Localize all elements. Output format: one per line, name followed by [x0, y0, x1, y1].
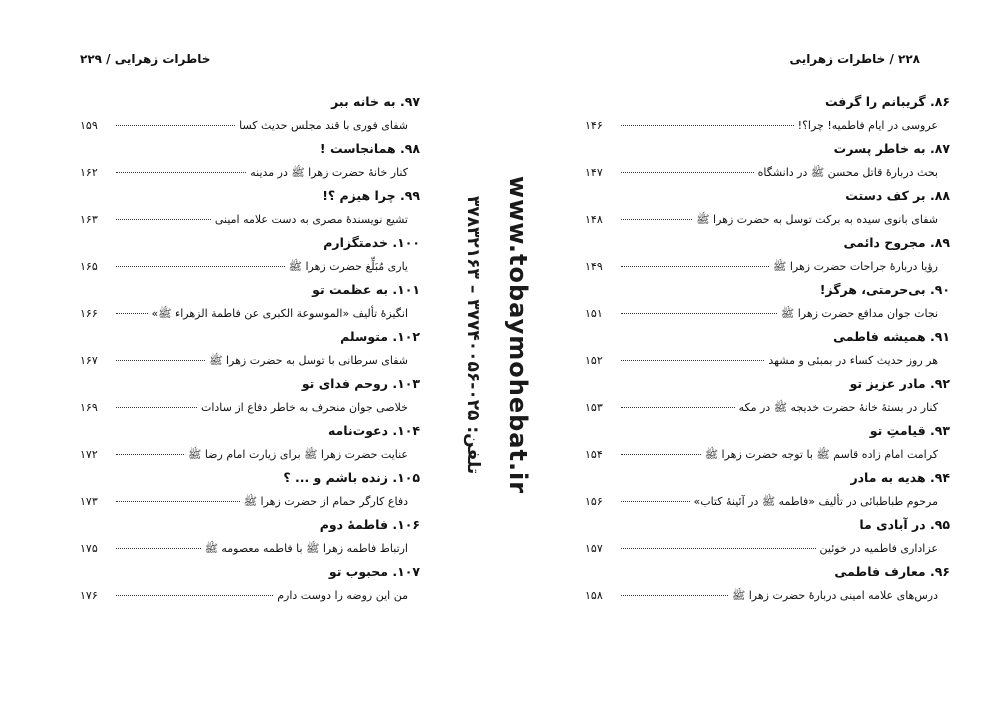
- toc-right: [585, 90, 950, 607]
- toc-page-number: ۱۴۷: [585, 166, 603, 179]
- toc-chapter-title: ۹۵. در آبادی ما: [859, 517, 950, 532]
- right-page: [530, 0, 1000, 707]
- toc-entry: [585, 114, 950, 137]
- running-head-left: خاطرات زهرایی / ۲۲۹: [80, 52, 211, 66]
- dot-leader: [116, 211, 211, 220]
- dot-leader: [621, 587, 728, 596]
- toc-chapter-title: ۱۰۷. محبوب تو: [328, 564, 420, 579]
- watermark-website: www.tobaymohebat.ir: [504, 175, 532, 495]
- toc-chapter-title: ۸۷. به خاطر پسرت: [833, 141, 950, 156]
- toc-entry-text: شفای بانوی سیده به برکت توسل به حضرت زهرا ﷺ: [696, 213, 938, 226]
- dot-leader: [116, 258, 285, 267]
- toc-entry-text: مرحوم طباطبائی در تألیف «فاطمه ﷺ در آئینهٔ کتاب»: [693, 495, 938, 508]
- toc-entry: [80, 255, 420, 278]
- toc-page-number: ۱۷۲: [80, 448, 98, 461]
- toc-page-number: ۱۵۲: [585, 354, 603, 367]
- toc-entry: [80, 443, 420, 466]
- toc-chapter-title: ۸۸. بر کف دستت: [845, 188, 950, 203]
- toc-entry: [585, 537, 950, 560]
- toc-chapter-title: ۱۰۵. زنده باشم و ... ؟: [283, 470, 420, 485]
- toc-entry: [585, 490, 950, 513]
- toc-entry: [585, 349, 950, 372]
- toc-page-number: ۱۵۳: [585, 401, 603, 414]
- dot-leader: [116, 399, 197, 408]
- toc-entry: [80, 302, 420, 325]
- toc-chapter-title: ۱۰۴. دعوت‌نامه: [327, 423, 420, 438]
- toc-entry-text: خلاصی جوان منحرف به خاطر دفاع از سادات: [200, 401, 408, 414]
- toc-entry: [585, 208, 950, 231]
- toc-entry-text: نجات جوان مدافع حضرت زهرا ﷺ: [780, 307, 938, 320]
- toc-chapter-title: ۱۰۱. به عظمت تو: [312, 282, 420, 297]
- toc-entry: [80, 114, 420, 137]
- dot-leader: [621, 211, 692, 220]
- watermark-phone: تلفن: ۰۲۵-۳۷۷۴۰۰۵۶ – ۳۷۸۳۲۱۶۳: [463, 195, 483, 475]
- toc-page-number: ۱۵۱: [585, 307, 603, 320]
- dot-leader: [116, 540, 201, 549]
- toc-left: [80, 90, 420, 607]
- toc-chapter-title: ۹۸. همانجاست !: [319, 141, 420, 156]
- toc-entry: [585, 161, 950, 184]
- toc-page-number: ۱۷۵: [80, 542, 98, 555]
- toc-chapter-title: ۱۰۲. متوسلم: [340, 329, 420, 344]
- toc-page-number: ۱۷۳: [80, 495, 98, 508]
- toc-entry-text: انگیزهٔ تألیف «الموسوعة الکبری عن فاطمة الزهراء ﷺ»: [151, 307, 408, 320]
- toc-entry-text: شفای سرطانی با توسل به حضرت زهرا ﷺ: [209, 354, 408, 367]
- toc-chapter-title: ۹۶. معارف فاطمی: [834, 564, 950, 579]
- toc-entry: [80, 208, 420, 231]
- left-page: [0, 0, 470, 707]
- dot-leader: [621, 540, 816, 549]
- toc-entry-text: عروسی در ایام فاطمیه! چرا؟!: [797, 119, 938, 132]
- dot-leader: [621, 352, 764, 361]
- toc-entry-text: یاری مُبَلِّغ حضرت زهرا ﷺ: [288, 260, 408, 273]
- toc-entry-text: شفای فوری با قند مجلس حدیث کسا: [239, 119, 408, 132]
- toc-page-number: ۱۴۸: [585, 213, 603, 226]
- toc-chapter-title: ۸۶. گریبانم را گرفت: [824, 94, 950, 109]
- toc-chapter-title: ۹۴. هدیه به مادر: [850, 470, 950, 485]
- toc-page-number: ۱۵۹: [80, 119, 98, 132]
- toc-entry: [585, 255, 950, 278]
- toc-entry-text: درس‌های علامه امینی دربارهٔ حضرت زهرا ﷺ: [731, 589, 938, 602]
- toc-chapter-title: ۹۱. همیشه فاطمی: [833, 329, 950, 344]
- toc-page-number: ۱۶۹: [80, 401, 98, 414]
- toc-entry: [585, 584, 950, 607]
- dot-leader: [621, 164, 754, 173]
- toc-page-number: ۱۶۳: [80, 213, 98, 226]
- toc-entry-text: کنار خانهٔ حضرت زهرا ﷺ در مدینه: [250, 166, 408, 179]
- toc-chapter-title: ۱۰۶. فاطمهٔ دوم: [319, 517, 420, 532]
- toc-page-number: ۱۶۶: [80, 307, 98, 320]
- toc-entry: [585, 396, 950, 419]
- toc-page-number: ۱۶۲: [80, 166, 98, 179]
- toc-entry: [80, 537, 420, 560]
- toc-entry: [80, 396, 420, 419]
- toc-chapter-title: ۱۰۰. خدمتگزارم: [323, 235, 420, 250]
- toc-page-number: ۱۴۹: [585, 260, 603, 273]
- toc-chapter-title: ۹۰. بی‌حرمتی، هرگز!: [819, 282, 950, 297]
- toc-chapter-title: ۸۹. مجروح دائمی: [843, 235, 950, 250]
- toc-chapter-title: ۱۰۳. روحم فدای تو: [301, 376, 420, 391]
- dot-leader: [621, 117, 794, 126]
- toc-entry: [80, 584, 420, 607]
- toc-entry-text: بحث دربارهٔ قاتل محسن ﷺ در دانشگاه: [757, 166, 938, 179]
- toc-entry-text: دفاع کارگر حمام از حضرت زهرا ﷺ: [243, 495, 408, 508]
- toc-entry-text: عزاداری فاطمیه در خوئین: [819, 542, 938, 555]
- dot-leader: [116, 117, 235, 126]
- toc-entry-text: هر روز حدیث کساء در بمبئی و مشهد: [768, 354, 938, 367]
- dot-leader: [116, 305, 148, 314]
- toc-chapter-title: ۹۳. قیامتِ تو: [869, 423, 950, 438]
- dot-leader: [116, 352, 205, 361]
- toc-page-number: ۱۴۶: [585, 119, 603, 132]
- toc-page-number: ۱۶۷: [80, 354, 98, 367]
- toc-chapter-title: ۹۲. مادر عزیز تو: [849, 376, 950, 391]
- dot-leader: [621, 305, 777, 314]
- dot-leader: [621, 446, 701, 455]
- toc-page-number: ۱۵۸: [585, 589, 603, 602]
- toc-page-number: ۱۷۶: [80, 589, 98, 602]
- dot-leader: [116, 164, 246, 173]
- toc-entry-text: ارتباط فاطمه زهرا ﷺ با فاطمه معصومه ﷺ: [204, 542, 408, 555]
- toc-entry-text: رؤیا دربارهٔ جراحات حضرت زهرا ﷺ: [773, 260, 938, 273]
- toc-chapter-title: ۹۷. به خانه ببر: [331, 94, 420, 109]
- running-head-right: ۲۲۸ / خاطرات زهرایی: [789, 52, 920, 66]
- publisher-watermark: [410, 165, 580, 505]
- toc-entry: [585, 302, 950, 325]
- toc-entry-text: کنار در بستهٔ خانهٔ حضرت خدیجه ﷺ در مکه: [738, 401, 938, 414]
- dot-leader: [621, 399, 735, 408]
- toc-chapter-title: ۹۹. چرا هیزم ؟!: [322, 188, 420, 203]
- toc-entry-text: عنایت حضرت زهرا ﷺ برای زیارت امام رضا ﷺ: [188, 448, 408, 461]
- toc-page-number: ۱۶۵: [80, 260, 98, 273]
- toc-entry: [585, 443, 950, 466]
- dot-leader: [621, 258, 769, 267]
- toc-entry: [80, 490, 420, 513]
- toc-entry: [80, 349, 420, 372]
- toc-entry-text: کرامت امام زاده قاسم ﷺ با توجه حضرت زهرا ﷺ: [704, 448, 938, 461]
- toc-entry-text: تشیع نویسندهٔ مصری به دست علامه امینی: [214, 213, 408, 226]
- toc-page-number: ۱۵۷: [585, 542, 603, 555]
- toc-page-number: ۱۵۴: [585, 448, 603, 461]
- dot-leader: [116, 446, 184, 455]
- toc-entry: [80, 161, 420, 184]
- dot-leader: [116, 587, 273, 596]
- toc-page-number: ۱۵۶: [585, 495, 603, 508]
- dot-leader: [116, 493, 240, 502]
- toc-entry-text: من این روضه را دوست دارم: [277, 589, 408, 602]
- dot-leader: [621, 493, 690, 502]
